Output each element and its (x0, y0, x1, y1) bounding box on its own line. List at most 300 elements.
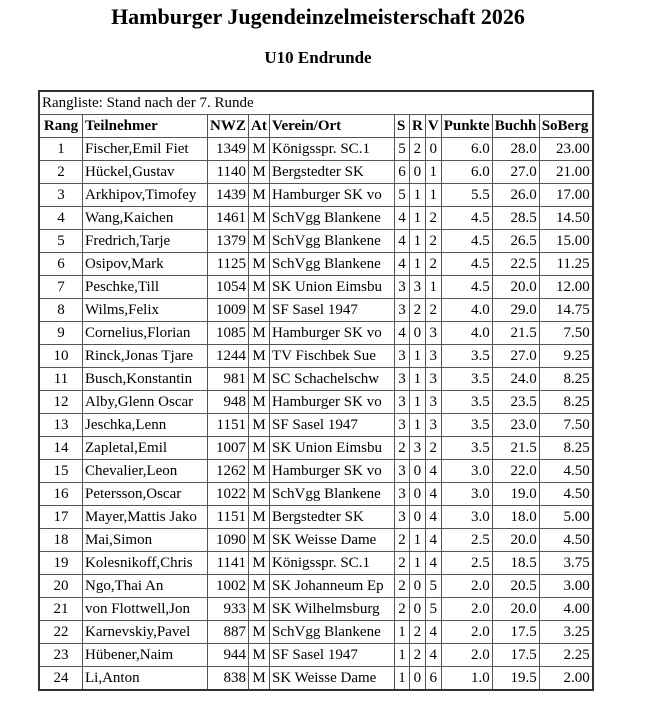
table-row (39, 345, 593, 368)
cell-r: 1 (410, 230, 426, 253)
cell-s: 3 (395, 506, 410, 529)
cell-r: 1 (410, 552, 426, 575)
cell-at: M (249, 230, 270, 253)
table-row (39, 529, 593, 552)
cell-nwz: 1244 (208, 345, 249, 368)
cell-verein: Hamburger SK vo (270, 391, 395, 414)
cell-teilnehmer: Fredrich,Tarje (83, 230, 208, 253)
cell-verein: SK Johanneum Ep (270, 575, 395, 598)
cell-buchh: 19.5 (492, 667, 539, 691)
cell-s: 3 (395, 414, 410, 437)
cell-nwz: 1125 (208, 253, 249, 276)
cell-s: 4 (395, 207, 410, 230)
table-row (39, 184, 593, 207)
page-title: Hamburger Jugendeinzelmeisterschaft 2026 (111, 4, 525, 29)
cell-at: M (249, 460, 270, 483)
cell-soberg: 14.75 (539, 299, 593, 322)
cell-punkte: 3.5 (441, 368, 492, 391)
cell-s: 2 (395, 575, 410, 598)
cell-teilnehmer: Zapletal,Emil (83, 437, 208, 460)
table-row (39, 207, 593, 230)
cell-teilnehmer: Chevalier,Leon (83, 460, 208, 483)
cell-buchh: 27.0 (492, 161, 539, 184)
cell-at: M (249, 644, 270, 667)
cell-soberg: 5.00 (539, 506, 593, 529)
table-row (39, 575, 593, 598)
cell-buchh: 21.5 (492, 437, 539, 460)
cell-at: M (249, 529, 270, 552)
cell-soberg: 2.25 (539, 644, 593, 667)
cell-teilnehmer: Peschke,Till (83, 276, 208, 299)
cell-v: 2 (425, 207, 441, 230)
cell-teilnehmer: Busch,Konstantin (83, 368, 208, 391)
cell-rang: 8 (39, 299, 83, 322)
cell-s: 3 (395, 299, 410, 322)
cell-nwz: 1090 (208, 529, 249, 552)
table-row (39, 322, 593, 345)
cell-v: 4 (425, 529, 441, 552)
cell-at: M (249, 667, 270, 691)
cell-s: 5 (395, 184, 410, 207)
cell-v: 3 (425, 391, 441, 414)
cell-punkte: 3.0 (441, 483, 492, 506)
cell-verein: Hamburger SK vo (270, 460, 395, 483)
cell-verein: Bergstedter SK (270, 161, 395, 184)
cell-r: 1 (410, 345, 426, 368)
cell-v: 0 (425, 138, 441, 161)
cell-buchh: 19.0 (492, 483, 539, 506)
cell-rang: 22 (39, 621, 83, 644)
table-row (39, 460, 593, 483)
cell-r: 0 (410, 322, 426, 345)
table-caption: Rangliste: Stand nach der 7. Runde (39, 91, 593, 115)
cell-rang: 16 (39, 483, 83, 506)
table-row (39, 621, 593, 644)
cell-punkte: 4.5 (441, 230, 492, 253)
header-verein: Verein/Ort (270, 115, 395, 138)
cell-soberg: 4.50 (539, 529, 593, 552)
cell-at: M (249, 253, 270, 276)
cell-nwz: 1022 (208, 483, 249, 506)
cell-teilnehmer: Ngo,Thai An (83, 575, 208, 598)
cell-r: 3 (410, 276, 426, 299)
cell-buchh: 20.5 (492, 575, 539, 598)
cell-r: 0 (410, 460, 426, 483)
table-row (39, 253, 593, 276)
cell-soberg: 8.25 (539, 368, 593, 391)
cell-rang: 24 (39, 667, 83, 691)
cell-punkte: 2.5 (441, 529, 492, 552)
cell-v: 5 (425, 575, 441, 598)
cell-s: 3 (395, 345, 410, 368)
cell-r: 0 (410, 575, 426, 598)
cell-v: 2 (425, 299, 441, 322)
cell-rang: 14 (39, 437, 83, 460)
cell-punkte: 6.0 (441, 138, 492, 161)
cell-nwz: 1379 (208, 230, 249, 253)
cell-s: 1 (395, 644, 410, 667)
cell-at: M (249, 138, 270, 161)
cell-v: 2 (425, 437, 441, 460)
cell-rang: 2 (39, 161, 83, 184)
cell-soberg: 3.00 (539, 575, 593, 598)
cell-rang: 11 (39, 368, 83, 391)
cell-teilnehmer: Fischer,Emil Fiet (83, 138, 208, 161)
cell-rang: 4 (39, 207, 83, 230)
cell-buchh: 17.5 (492, 644, 539, 667)
cell-v: 4 (425, 483, 441, 506)
cell-soberg: 8.25 (539, 391, 593, 414)
cell-teilnehmer: von Flottwell,Jon (83, 598, 208, 621)
cell-punkte: 4.5 (441, 207, 492, 230)
cell-v: 4 (425, 644, 441, 667)
cell-rang: 1 (39, 138, 83, 161)
cell-rang: 6 (39, 253, 83, 276)
cell-teilnehmer: Rinck,Jonas Tjare (83, 345, 208, 368)
cell-soberg: 12.00 (539, 276, 593, 299)
cell-soberg: 3.25 (539, 621, 593, 644)
cell-punkte: 2.0 (441, 644, 492, 667)
cell-rang: 15 (39, 460, 83, 483)
cell-teilnehmer: Karnevskiy,Pavel (83, 621, 208, 644)
cell-buchh: 24.0 (492, 368, 539, 391)
cell-v: 6 (425, 667, 441, 691)
cell-v: 1 (425, 276, 441, 299)
cell-s: 4 (395, 230, 410, 253)
cell-soberg: 14.50 (539, 207, 593, 230)
cell-punkte: 3.0 (441, 460, 492, 483)
header-r: R (410, 115, 426, 138)
cell-buchh: 22.5 (492, 253, 539, 276)
cell-punkte: 3.0 (441, 506, 492, 529)
cell-s: 1 (395, 667, 410, 691)
cell-soberg: 9.25 (539, 345, 593, 368)
cell-rang: 5 (39, 230, 83, 253)
cell-at: M (249, 437, 270, 460)
cell-nwz: 1349 (208, 138, 249, 161)
cell-verein: SchVgg Blankene (270, 207, 395, 230)
cell-r: 0 (410, 483, 426, 506)
cell-teilnehmer: Wilms,Felix (83, 299, 208, 322)
caption-row (39, 91, 593, 115)
cell-soberg: 23.00 (539, 138, 593, 161)
cell-punkte: 3.5 (441, 437, 492, 460)
header-s: S (395, 115, 410, 138)
cell-r: 0 (410, 667, 426, 691)
cell-s: 3 (395, 483, 410, 506)
cell-r: 1 (410, 184, 426, 207)
cell-nwz: 1439 (208, 184, 249, 207)
cell-v: 5 (425, 598, 441, 621)
cell-soberg: 4.00 (539, 598, 593, 621)
cell-v: 3 (425, 368, 441, 391)
header-buchh: Buchh (492, 115, 539, 138)
cell-soberg: 21.00 (539, 161, 593, 184)
header-nwz: NWZ (208, 115, 249, 138)
cell-at: M (249, 276, 270, 299)
cell-r: 2 (410, 621, 426, 644)
cell-punkte: 3.5 (441, 345, 492, 368)
cell-s: 6 (395, 161, 410, 184)
cell-buchh: 20.0 (492, 276, 539, 299)
cell-soberg: 8.25 (539, 437, 593, 460)
cell-at: M (249, 368, 270, 391)
cell-at: M (249, 621, 270, 644)
cell-s: 1 (395, 621, 410, 644)
cell-punkte: 6.0 (441, 161, 492, 184)
cell-r: 2 (410, 644, 426, 667)
cell-verein: Bergstedter SK (270, 506, 395, 529)
table-row (39, 667, 593, 691)
header-soberg: SoBerg (539, 115, 593, 138)
cell-v: 3 (425, 322, 441, 345)
cell-punkte: 3.5 (441, 391, 492, 414)
cell-rang: 12 (39, 391, 83, 414)
cell-verein: SchVgg Blankene (270, 253, 395, 276)
cell-punkte: 2.0 (441, 575, 492, 598)
standings-table (38, 90, 594, 691)
cell-buchh: 26.0 (492, 184, 539, 207)
cell-verein: SF Sasel 1947 (270, 644, 395, 667)
cell-s: 4 (395, 322, 410, 345)
cell-s: 3 (395, 391, 410, 414)
cell-verein: Hamburger SK vo (270, 184, 395, 207)
cell-teilnehmer: Alby,Glenn Oscar (83, 391, 208, 414)
cell-soberg: 4.50 (539, 460, 593, 483)
cell-buchh: 17.5 (492, 621, 539, 644)
cell-teilnehmer: Mai,Simon (83, 529, 208, 552)
cell-verein: Königsspr. SC.1 (270, 138, 395, 161)
table-row (39, 483, 593, 506)
cell-punkte: 5.5 (441, 184, 492, 207)
header-v: V (425, 115, 441, 138)
cell-s: 2 (395, 552, 410, 575)
cell-at: M (249, 345, 270, 368)
cell-at: M (249, 322, 270, 345)
cell-nwz: 1085 (208, 322, 249, 345)
cell-r: 2 (410, 138, 426, 161)
cell-punkte: 2.5 (441, 552, 492, 575)
cell-r: 3 (410, 437, 426, 460)
cell-at: M (249, 552, 270, 575)
cell-buchh: 23.5 (492, 391, 539, 414)
cell-nwz: 1141 (208, 552, 249, 575)
cell-rang: 23 (39, 644, 83, 667)
cell-v: 1 (425, 184, 441, 207)
cell-r: 1 (410, 391, 426, 414)
cell-punkte: 4.5 (441, 276, 492, 299)
table-row (39, 598, 593, 621)
cell-teilnehmer: Hübener,Naim (83, 644, 208, 667)
cell-buchh: 28.0 (492, 138, 539, 161)
cell-nwz: 1151 (208, 506, 249, 529)
cell-soberg: 7.50 (539, 414, 593, 437)
cell-buchh: 23.0 (492, 414, 539, 437)
cell-nwz: 1002 (208, 575, 249, 598)
cell-r: 0 (410, 161, 426, 184)
cell-buchh: 20.0 (492, 529, 539, 552)
table-row (39, 161, 593, 184)
cell-v: 4 (425, 506, 441, 529)
cell-rang: 9 (39, 322, 83, 345)
cell-verein: SK Union Eimsbu (270, 276, 395, 299)
cell-teilnehmer: Li,Anton (83, 667, 208, 691)
cell-at: M (249, 207, 270, 230)
cell-s: 5 (395, 138, 410, 161)
cell-buchh: 18.5 (492, 552, 539, 575)
cell-rang: 21 (39, 598, 83, 621)
header-punkte: Punkte (441, 115, 492, 138)
cell-at: M (249, 391, 270, 414)
header-at: At (249, 115, 270, 138)
cell-buchh: 28.5 (492, 207, 539, 230)
table-row (39, 138, 593, 161)
cell-verein: SF Sasel 1947 (270, 414, 395, 437)
cell-punkte: 4.5 (441, 253, 492, 276)
table-row (39, 506, 593, 529)
cell-verein: SF Sasel 1947 (270, 299, 395, 322)
cell-teilnehmer: Petersson,Oscar (83, 483, 208, 506)
cell-r: 1 (410, 253, 426, 276)
cell-at: M (249, 299, 270, 322)
cell-soberg: 3.75 (539, 552, 593, 575)
cell-nwz: 1262 (208, 460, 249, 483)
cell-at: M (249, 506, 270, 529)
cell-buchh: 29.0 (492, 299, 539, 322)
table-row (39, 414, 593, 437)
cell-s: 2 (395, 598, 410, 621)
cell-r: 1 (410, 368, 426, 391)
cell-punkte: 4.0 (441, 299, 492, 322)
cell-teilnehmer: Cornelius,Florian (83, 322, 208, 345)
cell-s: 2 (395, 529, 410, 552)
cell-v: 2 (425, 230, 441, 253)
cell-verein: SchVgg Blankene (270, 230, 395, 253)
cell-verein: SK Union Eimsbu (270, 437, 395, 460)
cell-v: 4 (425, 460, 441, 483)
table-row (39, 368, 593, 391)
cell-verein: SK Weisse Dame (270, 667, 395, 691)
cell-at: M (249, 483, 270, 506)
cell-v: 2 (425, 253, 441, 276)
cell-s: 2 (395, 437, 410, 460)
cell-nwz: 1009 (208, 299, 249, 322)
cell-at: M (249, 598, 270, 621)
cell-teilnehmer: Kolesnikoff,Chris (83, 552, 208, 575)
header-rang: Rang (39, 115, 83, 138)
cell-s: 4 (395, 253, 410, 276)
cell-soberg: 17.00 (539, 184, 593, 207)
cell-at: M (249, 161, 270, 184)
table-row (39, 437, 593, 460)
cell-teilnehmer: Hückel,Gustav (83, 161, 208, 184)
cell-soberg: 15.00 (539, 230, 593, 253)
cell-rang: 19 (39, 552, 83, 575)
cell-nwz: 933 (208, 598, 249, 621)
cell-nwz: 1151 (208, 414, 249, 437)
cell-r: 1 (410, 414, 426, 437)
cell-v: 3 (425, 345, 441, 368)
cell-rang: 18 (39, 529, 83, 552)
cell-punkte: 3.5 (441, 414, 492, 437)
table-row (39, 230, 593, 253)
cell-rang: 17 (39, 506, 83, 529)
table-row (39, 299, 593, 322)
cell-buchh: 20.0 (492, 598, 539, 621)
cell-v: 4 (425, 621, 441, 644)
cell-verein: Hamburger SK vo (270, 322, 395, 345)
page-subtitle: U10 Endrunde (264, 48, 372, 67)
cell-verein: SchVgg Blankene (270, 483, 395, 506)
cell-teilnehmer: Arkhipov,Timofey (83, 184, 208, 207)
cell-buchh: 18.0 (492, 506, 539, 529)
cell-nwz: 887 (208, 621, 249, 644)
cell-verein: SchVgg Blankene (270, 621, 395, 644)
header-row (39, 115, 593, 138)
cell-s: 3 (395, 276, 410, 299)
cell-buchh: 26.5 (492, 230, 539, 253)
cell-soberg: 11.25 (539, 253, 593, 276)
cell-r: 2 (410, 299, 426, 322)
cell-buchh: 21.5 (492, 322, 539, 345)
cell-nwz: 944 (208, 644, 249, 667)
table-row (39, 552, 593, 575)
cell-verein: SK Wilhelmsburg (270, 598, 395, 621)
cell-v: 1 (425, 161, 441, 184)
cell-r: 1 (410, 529, 426, 552)
cell-soberg: 4.50 (539, 483, 593, 506)
cell-verein: Königsspr. SC.1 (270, 552, 395, 575)
header-teilnehmer: Teilnehmer (83, 115, 208, 138)
cell-at: M (249, 575, 270, 598)
cell-soberg: 7.50 (539, 322, 593, 345)
cell-r: 0 (410, 598, 426, 621)
cell-rang: 13 (39, 414, 83, 437)
cell-rang: 10 (39, 345, 83, 368)
table-body (39, 138, 593, 691)
cell-v: 3 (425, 414, 441, 437)
cell-teilnehmer: Jeschka,Lenn (83, 414, 208, 437)
cell-nwz: 981 (208, 368, 249, 391)
cell-s: 3 (395, 460, 410, 483)
table-row (39, 391, 593, 414)
cell-nwz: 948 (208, 391, 249, 414)
cell-at: M (249, 414, 270, 437)
cell-verein: SK Weisse Dame (270, 529, 395, 552)
cell-nwz: 1140 (208, 161, 249, 184)
cell-teilnehmer: Osipov,Mark (83, 253, 208, 276)
cell-rang: 20 (39, 575, 83, 598)
cell-nwz: 838 (208, 667, 249, 691)
cell-nwz: 1461 (208, 207, 249, 230)
cell-punkte: 2.0 (441, 621, 492, 644)
cell-punkte: 4.0 (441, 322, 492, 345)
cell-buchh: 27.0 (492, 345, 539, 368)
cell-v: 4 (425, 552, 441, 575)
cell-punkte: 1.0 (441, 667, 492, 691)
cell-soberg: 2.00 (539, 667, 593, 691)
cell-r: 0 (410, 506, 426, 529)
cell-rang: 3 (39, 184, 83, 207)
cell-teilnehmer: Mayer,Mattis Jako (83, 506, 208, 529)
table-row (39, 276, 593, 299)
cell-verein: TV Fischbek Sue (270, 345, 395, 368)
cell-r: 1 (410, 207, 426, 230)
cell-s: 3 (395, 368, 410, 391)
cell-verein: SC Schachelschw (270, 368, 395, 391)
cell-teilnehmer: Wang,Kaichen (83, 207, 208, 230)
table-row (39, 644, 593, 667)
